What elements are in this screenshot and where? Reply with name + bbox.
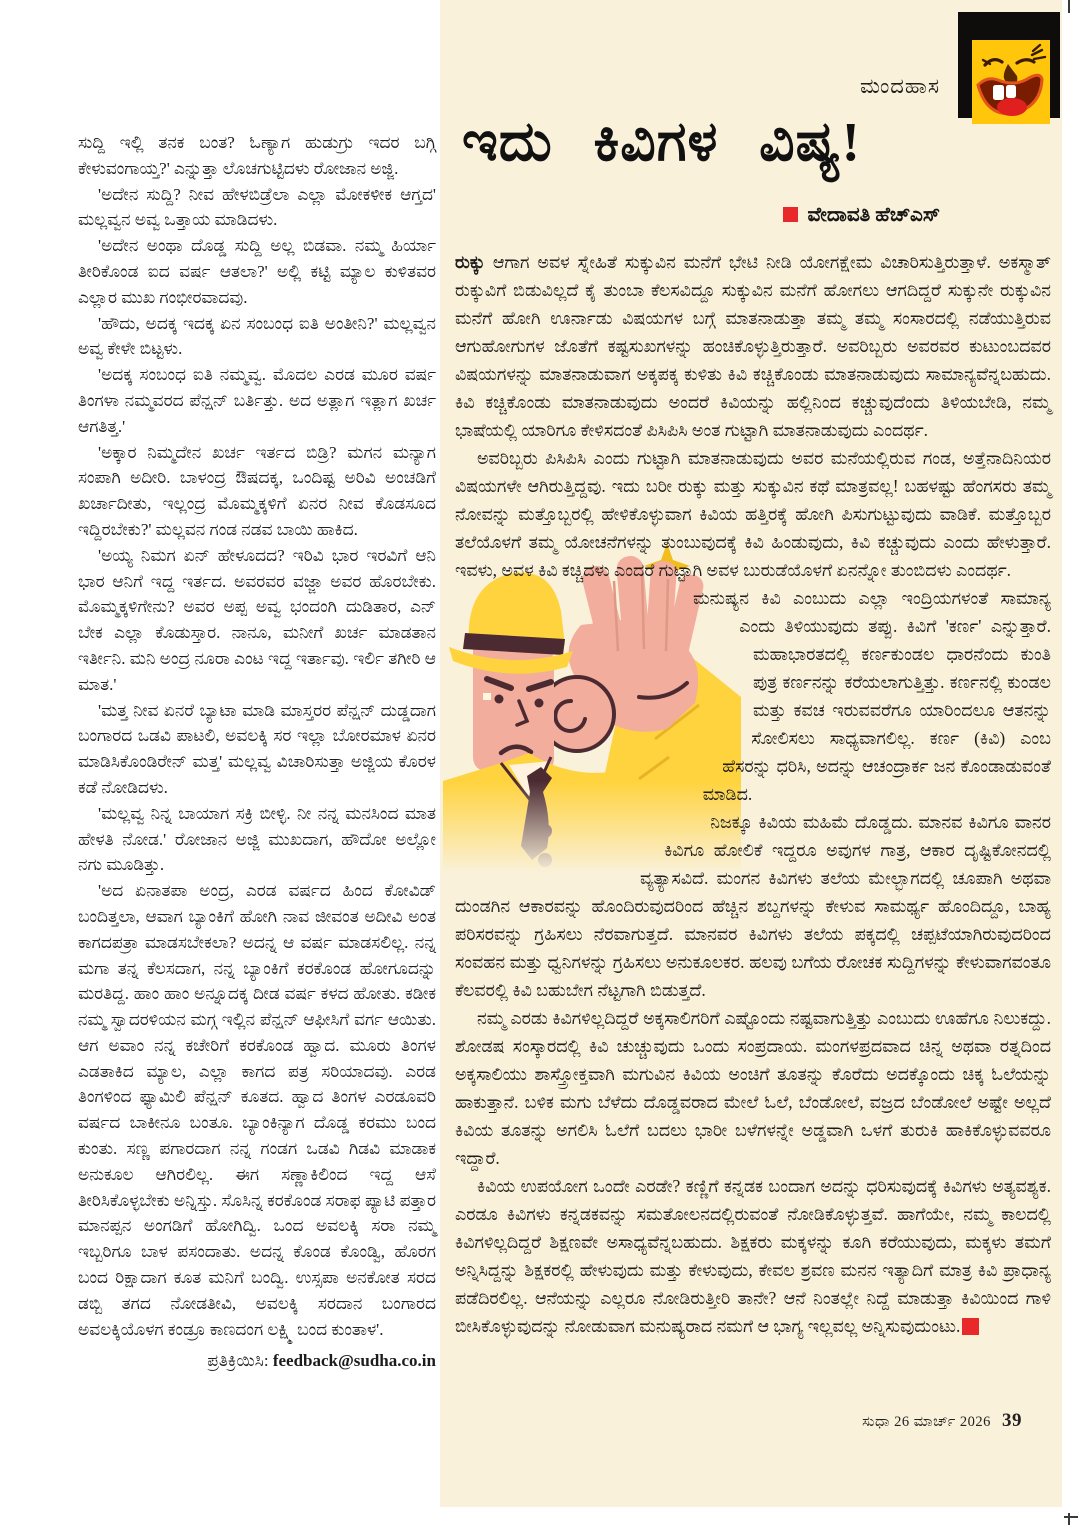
article-paragraph: ಕಿವಿಯ ಉಪಯೋಗ ಒಂದೇ ಎರಡೇ? ಕಣ್ಣಿಗೆ ಕನ್ನಡಕ ಬಂದಾಗ ಅದನ್ನು ಧರಿಸುವುದಕ್ಕೆ ಕಿವಿಗಳು ಅತ್ಯವಶ್ಯಕ. ಎರಡೂ ಕಿವಿಗಳು ಕನ್ನಡಕವನ್ನು ಸಮತೋಲನದಲ್ಲಿರುವಂತೆ ನೋಡಿಕೊಳ್ಳುತ್ತವೆ. ಹಾಗೆಯೇ, ನಮ್ಮ ಕಾಲದಲ್ಲಿ ಕಿವಿಗಳಿಲ್ಲದಿದ್ದರೆ ಶಿಕ್ಷಣವೇ ಅಸಾಧ್ಯವೆನ್ನಬಹುದು. ಶಿಕ್ಷಕರು ಮಕ್ಕಳನ್ನು ಕೂಗಿ ಕರೆಯುವುದು, ಮಕ್ಕಳು ತಮಗೆ ಅನ್ನಿಸಿದ್ದನ್ನು ಶಿಕ್ಷಕರಲ್ಲಿ ಹೇಳುವುದು ಮತ್ತು ಕೇಳುವುದು, ಕೇವಲ ಶ್ರವಣ ಮನನ ಇತ್ಯಾದಿಗೆ ಮಾತ್ರ ಕಿವಿ ಪ್ರಾಧಾನ್ಯ ಪಡೆದಿರಲಿಲ್ಲ. ಆನೆಯನ್ನು ಎಲ್ಲರೂ ನೋಡಿರುತ್ತೀರಿ ತಾನೇ? ಆನೆ ನಿಂತಲ್ಲೇ ನಿದ್ದೆ ಮಾಡುತ್ತಾ ಕಿವಿಯಿಂದ ಗಾಳಿ ಬೀಸಿಕೊಳ್ಳುವುದನ್ನು ನೋಡುವಾಗ ಮನುಷ್ಯರಾದ ನಮಗೆ ಆ ಭಾಗ್ಯ ಇಲ್ಲವಲ್ಲ ಅನ್ನಿಸುವುದುಂಟು.	[455, 1176, 1051, 1336]
article-body	[455, 248, 1051, 1335]
feedback-line	[78, 1348, 436, 1374]
article-end-mark	[962, 1318, 979, 1335]
crop-mark-top-right	[1068, 0, 1070, 13]
page-footer	[440, 1410, 1022, 1432]
story-paragraph: 'ಮತ್ತ ನೀವ ಏನರೆ ಬ್ಯಾಟಾ ಮಾಡಿ ಮಾಸ್ತರರ ಪೆನ್ಷನ್ ದುಡ್ಡದಾಗ ಬಂಗಾರದ ಒಡವಿ ಪಾಟಲಿ, ಅವಲಕ್ಕಿ ಸರ ಇಲ್ಲಾ ಬೋರಮಾಳ ಏನರ ಮಾಡಿಸಿಕೊಂಡಿರೇನ್ ಮತ್ತ' ಮಲ್ಲವ್ವ ವಿಚಾರಿಸುತ್ತಾ ಅಜ್ಜಿಯ ಕೊರಳ ಕಡೆ ನೋಡಿದಳು.	[78, 700, 436, 797]
byline-bullet-icon	[783, 207, 798, 222]
story-paragraph: 'ಹೌದು, ಅದಕ್ಕ ಇದಕ್ಕ ಏನ ಸಂಬಂಧ ಐತಿ ಅಂತೀನಿ?' ಮಲ್ಲವ್ವನ ಅವ್ವ ಕೇಳೇ ಬಿಟ್ಟಳು.	[78, 313, 436, 359]
crop-mark-bottom-right-horizontal	[1064, 1516, 1078, 1518]
story-paragraph: 'ಅದ ಏನಾತಪಾ ಅಂದ್ರ, ಎರಡ ವರ್ಷದ ಹಿಂದ ಕೋವಿಡ್ ಬಂದಿತ್ತಲಾ, ಆವಾಗ ಬ್ಯಾಂಕಿಗೆ ಹೋಗಿ ನಾವ ಜೀವಂತ ಅದೀವಿ ಅಂತ ಕಾಗದಪತ್ರಾ ಮಾಡಸಬೇಕಲಾ? ಅದನ್ನ ಆ ವರ್ಷ ಮಾಡಸಲಿಲ್ಲ. ನನ್ನ ಮಗಾ ತನ್ನ ಕೆಲಸದಾಗ, ನನ್ನ ಬ್ಯಾಂಕಿಗೆ ಕರಕೊಂಡ ಹೋಗೂದನ್ನು ಮರತಿದ್ದ. ಹಾಂ ಹಾಂ ಅನ್ನೂದಕ್ಕ ದೀಡ ವರ್ಷ ಕಳದ ಹೋತು. ಕಡೀಕ ನಮ್ಮ ಸ್ವಾದರಳಿಯನ ಮಗ್ಗ ಇಲ್ಲಿನ ಪೆನ್ಷನ್ ಆಫೀಸಿಗೆ ವರ್ಗ ಆಯಿತು. ಆಗ ಅವಾಂ ನನ್ನ ಕಚೇರಿಗೆ ಕರಕೊಂಡ ಹ್ವಾದ. ಮೂರು ತಿಂಗಳ ಎಡತಾಕಿದ ಮ್ಯಾಲ, ಎಲ್ಲಾ ಕಾಗದ ಪತ್ರ ಸರಿಯಾದವು. ಎರಡ ತಿಂಗಳಿಂದ ಫ್ಯಾಮಿಲಿ ಪೆನ್ಷನ್ ಕೂತದ. ಹ್ವಾದ ತಿಂಗಳ ಎರಡೂವರಿ ವರ್ಷದ ಬಾಕೀನೂ ಬಂತೂ. ಬ್ಯಾಂಕಿನ್ಯಾಗ ದೊಡ್ಡ ಕರಮು ಬಂದ ಕುಂತು. ಸಣ್ಣ ಪಗಾರದಾಗ ನನ್ನ ಗಂಡಗ ಒಡವಿ ಗಿಡವಿ ಮಾಡಾಕ ಅನುಕೂಲ ಆಗಿರಲಿಲ್ಲ. ಈಗ ಸಣ್ಣಾಕಿಲಿಂದ ಇದ್ದ ಆಸೆ ತೀರಿಸಿಕೊಳ್ಳಬೇಕು ಅನ್ನಿಸ್ತು. ಸೊಸಿನ್ನ ಕರಕೊಂಡ ಸರಾಫ ಪ್ಯಾಟಿ ಪತ್ತಾರ ಮಾನಪ್ಪನ ಅಂಗಡಿಗೆ ಹೋಗಿದ್ವಿ. ಒಂದ ಅವಲಕ್ಕಿ ಸರಾ ನಮ್ಮ ಇಬ್ಬರಿಗೂ ಬಾಳ ಪಸಂದಾತು. ಅದನ್ನ ಕೊಂಡ ಕೊಂಡ್ವಿ, ಹೊರಗ ಬಂದ ರಿಕ್ಷಾದಾಗ ಕೂತ ಮನಿಗೆ ಬಂದ್ವಿ. ಉಸ್ಸಪಾ ಅನಕೋತ ಸರದ ಡಬ್ಬಿ ತಗದ ನೋಡತೀವಿ, ಅವಲಕ್ಕಿ ಸರದಾನ ಬಂಗಾರದ ಅವಲಕ್ಕಿಯೊಳಗ ಕಂಡ್ರೂ ಕಾಣದಂಗ ಲಕ್ಷ್ಮಿ ಬಂದ ಕುಂತಾಳ'.	[78, 881, 436, 1339]
feedback-label: ಪ್ರತಿಕ್ರಿಯಿಸಿ:	[207, 1351, 269, 1371]
crop-mark-bottom-right	[1068, 1513, 1070, 1525]
story-paragraph: 'ಅದೇನ ಸುದ್ದಿ? ನೀವ ಹೇಳಬಿಡ್ರೆಲಾ ಎಲ್ಲಾ ಮೋಕಳೀಕ ಆಗ್ತದ' ಮಲ್ಲವ್ವನ ಅವ್ವ ಒತ್ತಾಯ ಮಾಡಿದಳು.	[78, 184, 436, 230]
article-paragraph: ನಿಜಕ್ಕೂ ಕಿವಿಯ ಮಹಿಮೆ ದೊಡ್ಡದು. ಮಾನವ ಕಿವಿಗೂ ವಾನರ ಕಿವಿಗೂ ಹೋಲಿಕೆ ಇದ್ದರೂ ಅವುಗಳ ಗಾತ್ರ, ಆಕಾರ ದೃಷ್ಟಿಕೋನದಲ್ಲಿ ವ್ಯತ್ಯಾಸವಿದೆ. ಮಂಗನ ಕಿವಿಗಳು ತಲೆಯ ಮೇಲ್ಭಾಗದಲ್ಲಿ ಚೂಪಾಗಿ ಅಥವಾ ದುಂಡಗಿನ ಆಕಾರವನ್ನು ಹೊಂದಿರುವುದರಿಂದ ಹೆಚ್ಚಿನ ಶಬ್ದಗಳನ್ನು ಕೇಳುವ ಸಾಮರ್ಥ್ಯ ಹೊಂದಿದ್ದೂ, ಬಾಹ್ಯ ಪರಿಸರವನ್ನು ಗ್ರಹಿಸಲು ನೆರವಾಗುತ್ತದೆ. ಮಾನವರ ಕಿವಿಗಳು ತಲೆಯ ಪಕ್ಕದಲ್ಲಿ ಚಪ್ಪಟೆಯಾಗಿರುವುದರಿಂದ ಸಂವಹನ ಮತ್ತು ಧ್ವನಿಗಳನ್ನು ಗ್ರಹಿಸಲು ಅನುಕೂಲಕರ. ಹಲವು ಬಗೆಯ ರೋಚಕ ಸುದ್ದಿಗಳನ್ನು ಕೇಳುವಾಗವಂತೂ ಕೆಲವರಲ್ಲಿ ಕಿವಿ ಬಹುಬೇಗ ನೆಟ್ಟಗಾಗಿ ಬಿಡುತ್ತದೆ.	[455, 812, 1051, 1000]
issue-date: 26 ಮಾರ್ಚ್ 2026	[894, 1414, 991, 1430]
lead-word: ರುಕ್ಕು	[455, 252, 485, 272]
column-kicker: ಮಂದಹಾಸ	[860, 74, 940, 98]
feedback-email-link[interactable]: feedback@sudha.co.in	[272, 1351, 436, 1371]
story-paragraph: 'ಅದಕ್ಕ ಸಂಬಂಧ ಐತಿ ನಮ್ಮವ್ವ. ಮೊದಲ ಎರಡ ಮೂರ ವರ್ಷ ತಿಂಗಳಾ ನಮ್ಮವರದ ಪೆನ್ಷನ್ ಬರ್ತಿತ್ತು. ಅದ ಅತ್ಲಾಗ ಇತ್ಲಾಗ ಖರ್ಚ ಆಗತಿತ್ತ.'	[78, 365, 436, 436]
story-paragraph: 'ಅಯ್ಯ ನಿಮಗ ಏನ್ ಹೇಳೂದದ? ಇರಿವಿ ಭಾರ ಇರವಿಗೆ ಆನಿ ಭಾರ ಆನಿಗೆ ಇದ್ದ ಇರ್ತದ. ಅವರವರ ವಜ್ಜಾ ಅವರ ಹೊರಬೇಕು. ಮೊಮ್ಮಕ್ಕಳಿಗೇನು? ಅವರ ಅಪ್ಪ ಅವ್ವ ಭಂದಂಗಿ ದುಡಿತಾರ, ಎನ್ ಬೇಕ ಎಲ್ಲಾ ಕೊಡುಸ್ತಾರ. ನಾನೂ, ಮನೀಗೆ ಖರ್ಚ ಮಾಡತಾನ ಇರ್ತೀನಿ. ಮನಿ ಅಂದ್ರ ನೂರಾ ಎಂಟ ಇದ್ದ ಇರ್ತಾವು. ಇರ್ಲಿ ತಗೀರಿ ಆ ಮಾತ.'	[78, 545, 436, 694]
story-paragraph: 'ಮಲ್ಲವ್ವ ನಿನ್ನ ಬಾಯಾಗ ಸಕ್ರಿ ಬೀಳ್ಳಿ. ನೀ ನನ್ನ ಮನಸಿಂದ ಮಾತ ಹೇಳತಿ ನೋಡ.' ರೋಜಾನ ಅಜ್ಜಿ ಮುಖದಾಗ, ಹೌದೋ ಅಲ್ಲೋ ನಗು ಮೂಡಿತ್ತು.	[78, 803, 436, 875]
article-paragraph: ಮನುಷ್ಯನ ಕಿವಿ ಎಂಬುದು ಎಲ್ಲಾ ಇಂದ್ರಿಯಗಳಂತೆ ಸಾಮಾನ್ಯ ಎಂದು ತಿಳಿಯುವುದು ತಪ್ಪು. ಕಿವಿಗೆ 'ಕರ್ಣ' ಎನ್ನುತ್ತಾರೆ. ಮಹಾಭಾರತದಲ್ಲಿ ಕರ್ಣಕುಂಡಲ ಧಾರನೆಂದು ಕುಂತಿ ಪುತ್ರ ಕರ್ಣನನ್ನು ಕರೆಯಲಾಗುತ್ತಿತ್ತು. ಕರ್ಣನಲ್ಲಿ ಕುಂಡಲ ಮತ್ತು ಕವಚ ಇರುವವರೆಗೂ ಯಾರಿಂದಲೂ ಆತನನ್ನು ಸೋಲಿಸಲು ಸಾಧ್ಯವಾಗಲಿಲ್ಲ. ಕರ್ಣ (ಕಿವಿ) ಎಂಬ ಹೆಸರನ್ನು ಧರಿಸಿ, ಅದನ್ನು ಆಚಂದ್ರಾರ್ಕ ಜನ ಕೊಂಡಾಡುವಂತೆ ಮಾಡಿದ.	[693, 588, 1051, 804]
laughing-face-icon-tile	[972, 40, 1050, 124]
page-number: 39	[1002, 1410, 1022, 1431]
article-paragraph: ಅವರಿಬ್ಬರು ಪಿಸಿಪಿಸಿ ಎಂದು ಗುಟ್ಟಾಗಿ ಮಾತನಾಡುವುದು ಅವರ ಮನೆಯಲ್ಲಿರುವ ಗಂಡ, ಅತ್ತೆನಾದಿನಿಯರ ವಿಷಯಗಳೇ ಆಗಿರುತ್ತಿದ್ದವು. ಇದು ಬರೀ ರುಕ್ಕು ಮತ್ತು ಸುಕ್ಕುವಿನ ಕಥೆ ಮಾತ್ರವಲ್ಲ! ಬಹಳಷ್ಟು ಹೆಂಗಸರು ತಮ್ಮ ನೋವನ್ನು ಮತ್ತೊಬ್ಬರಲ್ಲಿ ಹೇಳಿಕೊಳ್ಳುವಾಗ ಕಿವಿಯ ಹತ್ತಿರಕ್ಕೆ ಹೋಗಿ ಪಿಸುಗುಟ್ಟುವುದು ವಾಡಿಕೆ. ಮತ್ತೊಬ್ಬರ ತಲೆಯೊಳಗೆ ತಮ್ಮ ಯೋಚನೆಗಳನ್ನು ತುಂಬುವುದಕ್ಕೆ ಕಿವಿ ಹಿಂಡುವುದು, ಕಿವಿ ಕಚ್ಚುವುದು ಎಂದು ಹೇಳುತ್ತಾರೆ. ಇವಳು, ಅವಳ ಕಿವಿ ಕಚ್ಚಿದಳು ಎಂದರೆ ಗುಟ್ಟಾಗಿ ಅವಳ ಬುರುಡೆಯೊಳಗೆ ಏನನ್ನೋ ತುಂಬಿದಳು ಎಂದರ್ಥ.	[455, 448, 1051, 580]
laughing-face-icon	[958, 12, 1060, 118]
article-paragraph: ರುಕ್ಕು ಆಗಾಗ ಅವಳ ಸ್ನೇಹಿತೆ ಸುಕ್ಕುವಿನ ಮನೆಗೆ ಭೇಟಿ ನೀಡಿ ಯೋಗಕ್ಷೇಮ ವಿಚಾರಿಸುತ್ತಿರುತ್ತಾಳೆ. ಅಕಸ್ಮಾತ್ ರುಕ್ಕುವಿಗೆ ಬಿಡುವಿಲ್ಲದೆ ಕೈ ತುಂಬಾ ಕೆಲಸವಿದ್ದೂ ಸುಕ್ಕುವಿನ ಮನೆಗೆ ಹೋಗಲು ಆಗದಿದ್ದರೆ ಸುಕ್ಕುನೇ ರುಕ್ಕುವಿನ ಮನೆಗೆ ಹೋಗಿ ಊರ್ನಾಡು ವಿಷಯಗಳ ಬಗ್ಗೆ ಮಾತನಾಡುತ್ತಾ ತಮ್ಮ ತಮ್ಮ ಸಂಸಾರದಲ್ಲಿ ನಡೆಯುತ್ತಿರುವ ಆಗುಹೋಗುಗಳ ಜೊತೆಗೆ ಕಷ್ಟಸುಖಗಳನ್ನು ಹಂಚಿಕೊಳ್ಳುತ್ತಿರುತ್ತಾರೆ. ಅವರಿಬ್ಬರು ಅವರವರ ಕುಟುಂಬದವರ ವಿಷಯಗಳನ್ನು ಮಾತನಾಡುವಾಗ ಅಕ್ಕಪಕ್ಕ ಕುಳಿತು ಕಿವಿ ಕಚ್ಚಿಕೊಂಡು ಮಾತನಾಡುವುದು ಸಾಮಾನ್ಯವೆನ್ನಬಹುದು. ಕಿವಿ ಕಚ್ಚಿಕೊಂಡು ಮಾತನಾಡುವುದು ಅಂದರೆ ಕಿವಿಯನ್ನು ಹಲ್ಲಿನಿಂದ ಕಚ್ಚುವುದೆಂದು ತಿಳಿಯಬೇಡಿ, ನಮ್ಮ ಭಾಷೆಯಲ್ಲಿ ಯಾರಿಗೂ ಕೇಳಿಸದಂತೆ ಪಿಸಿಪಿಸಿ ಅಂತ ಗುಟ್ಟಾಗಿ ಮಾತನಾಡುವುದು ಎಂದರ್ಥ.	[455, 252, 1051, 440]
article-paragraph: ನಮ್ಮ ಎರಡು ಕಿವಿಗಳಿಲ್ಲದಿದ್ದರೆ ಅಕ್ಕಸಾಲಿಗರಿಗೆ ಎಷ್ಟೊಂದು ನಷ್ಟವಾಗುತ್ತಿತ್ತು ಎಂಬುದು ಊಹೆಗೂ ನಿಲುಕದ್ದು. ಶೋಡಷ ಸಂಸ್ಕಾರದಲ್ಲಿ ಕಿವಿ ಚುಚ್ಚುವುದು ಒಂದು ಸಂಪ್ರದಾಯ. ಮಂಗಳಪ್ರದವಾದ ಚಿನ್ನ ಅಥವಾ ರತ್ನದಿಂದ ಅಕ್ಕಸಾಲಿಯು ಶಾಸ್ತ್ರೋಕ್ತವಾಗಿ ಮಗುವಿನ ಕಿವಿಯ ಅಂಚಿಗೆ ತೂತನ್ನು ಕೊರೆದು ಅದಕ್ಕೊಂದು ಚಿಕ್ಕ ಓಲೆಯನ್ನು ಹಾಕುತ್ತಾನೆ. ಬಳಿಕ ಮಗು ಬೆಳೆದು ದೊಡ್ಡವರಾದ ಮೇಲೆ ಓಲೆ, ಬೆಂಡೋಲೆ, ವಜ್ರದ ಬೆಂಡೋಲೆ ಅಷ್ಟೇ ಅಲ್ಲದೆ ಕಿವಿಯ ತೂತನ್ನು ಅಗಲಿಸಿ ಓಲೆಗೆ ಬದಲು ಭಾರೀ ಬಳೆಗಳನ್ನೇ ಅಡ್ಡವಾಗಿ ಒಳಗೆ ತುರುಕಿ ಹಾಕಿಕೊಳ್ಳುವವರೂ ಇದ್ದಾರೆ.	[455, 1008, 1051, 1168]
magazine-name: ಸುಧಾ	[862, 1414, 890, 1430]
story-paragraph: 'ಅಕ್ಕಾರ ನಿಮ್ಮದೇನ ಖರ್ಚ ಇರ್ತದ ಬಿಡ್ರಿ? ಮಗನ ಮನ್ಯಾಗ ಸಂಪಾಗಿ ಅದೀರಿ. ಬಾಳಂದ್ರ ಔಷದಕ್ಕ, ಒಂದಿಷ್ಟ ಅರಿವಿ ಅಂಚಡಿಗೆ ಖರ್ಚಾದೀತು, ಇಲ್ಲಂದ್ರ ಮೊಮ್ಮಕ್ಕಳಿಗೆ ಏನರ ನೀವ ಕೊಡಸೂದ ಇದ್ದಿರಬೇಕು?' ಮಲ್ಲವನ ಗಂಡ ನಡವ ಬಾಯಿ ಹಾಕಿದ.	[78, 442, 436, 539]
article-title: ಇದು ಕಿವಿಗಳ ವಿಷ್ಯ!	[462, 111, 861, 172]
byline	[440, 204, 940, 227]
story-paragraph: 'ಅದೇನ ಅಂಥಾ ದೊಡ್ಡ ಸುದ್ದಿ ಅಲ್ಲ ಬಿಡವಾ. ನಮ್ಮ ಹಿರ್ಯಾ ತೀರಿಕೊಂಡ ಐದ ವರ್ಷ ಆತಲಾ?' ಅಲ್ಲಿ ಕಟ್ಟಿ ಮ್ಯಾಲ ಕುಳಿತವರ ಎಲ್ಲಾರ ಮುಖ ಗಂಭೀರವಾದವು.	[78, 236, 436, 307]
author-name: ವೇದಾವತಿ ಹೆಚ್‌ಎಸ್	[807, 204, 940, 226]
story-continuation-column	[78, 130, 436, 1374]
laughing-face-graphic	[972, 40, 1050, 124]
story-paragraph: ಸುದ್ದಿ ಇಲ್ಲಿ ತನಕ ಬಂತ? ಓಣ್ಯಾಗ ಹುಡುಗ್ರು ಇದರ ಬಗ್ಗಿ ಕೇಳುವಂಗಾಯ್ತ?' ಎನ್ನುತ್ತಾ ಲೊಚಗುಟ್ಟಿದಳು ರೋಜಾನ ಅಜ್ಜಿ.	[78, 133, 436, 178]
